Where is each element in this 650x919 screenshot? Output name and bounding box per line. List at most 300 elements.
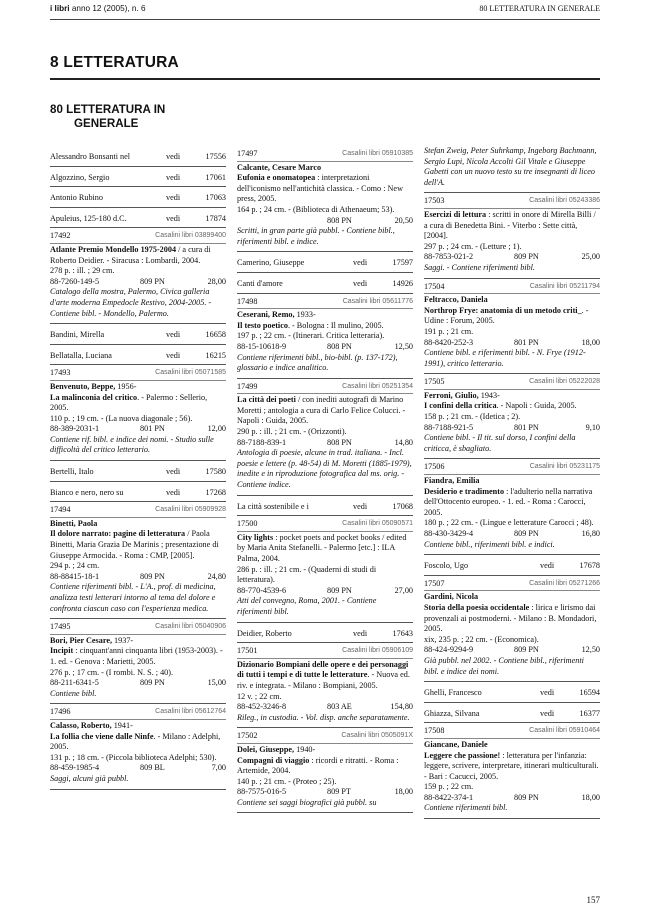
entry-title-rest: 1941- <box>111 720 133 730</box>
entry-source: Casalini libri 05231175 <box>529 463 600 471</box>
entry-header <box>237 149 413 162</box>
catalog-entry <box>50 502 226 619</box>
reference-vedi: vedi <box>540 688 555 698</box>
entry-number: 17496 <box>50 707 71 717</box>
cross-reference <box>237 252 413 273</box>
entry-note: Contiene bibl. e riferimenti bibl. - N. Frye (1912-1991), critico letterario. <box>424 348 586 368</box>
isbn-line <box>237 342 413 353</box>
isbn: 88-15-10618-9 <box>237 341 287 351</box>
entry-author: Ferroni, Giulio, <box>424 390 479 400</box>
reference-name: Canti d'amore <box>237 278 283 288</box>
entry-number: 17494 <box>50 505 71 515</box>
entry-author: Giancane, Daniele <box>424 739 488 749</box>
entry-title: Esercizi di lettura <box>424 209 487 219</box>
entry-note: Contiene bibl. <box>50 688 97 698</box>
entry-title-rest: 1956- <box>115 381 137 391</box>
catalog-entry <box>424 459 600 555</box>
catalog-entry <box>424 279 600 375</box>
reference-vedi: vedi <box>353 258 368 268</box>
entry-author: Feltracco, Daniela <box>424 295 488 305</box>
author-line <box>424 740 600 751</box>
entry-title-rest: : pocket poets and pocket books / edited by Maria Anita Stefanelli. - Palermo [etc.] : ILA Palma, 2004. <box>237 532 407 563</box>
classification: 803 AE <box>327 702 352 712</box>
entry-title: City lights <box>237 532 274 542</box>
entry-source: Casalini libri 05090571 <box>342 520 413 528</box>
isbn: 88-459-1985-4 <box>50 763 100 773</box>
journal-name: i libri <box>50 4 70 13</box>
title-line <box>424 751 600 783</box>
price: 27,00 <box>394 585 413 595</box>
entry-note: Rileg., in custodia. - Vol. disp. anche separatamente. <box>237 712 410 722</box>
entry-number: 17506 <box>424 462 445 472</box>
reference-number: 16215 <box>205 350 226 360</box>
isbn: 88-430-3429-4 <box>424 529 474 538</box>
isbn: 88-88415-18-1 <box>50 571 100 581</box>
isbn-line <box>50 763 226 774</box>
price: 18,00 <box>581 792 600 802</box>
title-line <box>237 533 413 565</box>
entry-number: 17500 <box>237 519 258 529</box>
entry-author: Dolei, Giuseppe, <box>237 744 295 754</box>
reference-number: 16377 <box>579 708 600 718</box>
classification: 809 PN <box>514 792 539 802</box>
reference-name: Camerino, Giuseppe <box>237 258 305 268</box>
isbn: 88-7188-839-1 <box>237 437 287 447</box>
title-line <box>237 395 413 427</box>
entry-source: Casalini libri 05040906 <box>155 623 226 631</box>
isbn: 88-7260-149-5 <box>50 276 100 286</box>
classification: 809 PN <box>514 252 539 262</box>
reference-vedi: vedi <box>166 172 181 182</box>
entry-header <box>50 368 226 381</box>
entry-author: Ceserani, Remo, <box>237 310 295 320</box>
entry-note: Contiene bibl., riferimenti bibl. e indici. <box>424 539 555 549</box>
reference-name: Ghiazza, Silvana <box>424 708 480 718</box>
reference-vedi: vedi <box>166 193 181 203</box>
catalog-entry <box>50 228 226 324</box>
entry-note: Saggi, alcuni già pubbl. <box>50 773 129 783</box>
entry-header <box>424 377 600 390</box>
reference-number: 17556 <box>205 152 226 161</box>
title-line <box>424 401 600 412</box>
entry-title-rest: / con inediti autografi di Marino Moretti ; antologia a cura di Carlo Felice Colucci. - Napoli : Guida, 2005. <box>237 395 406 426</box>
entry-header <box>424 282 600 295</box>
cross-reference <box>237 623 413 644</box>
entry-title-rest: 1940- <box>294 744 316 754</box>
title-line <box>50 646 226 667</box>
cross-reference <box>50 461 226 482</box>
reference-vedi: vedi <box>540 561 555 571</box>
entry-title: Desiderio e tradimento <box>424 486 505 496</box>
reference-number: 16594 <box>579 688 600 698</box>
entry-number: 17503 <box>424 196 445 206</box>
isbn: 88-8422-374-1 <box>424 792 474 802</box>
entry-number: 17498 <box>237 296 258 306</box>
entry-title-rest: : ricordi e ritratti. - Roma : Artemide, 2004. <box>237 755 399 776</box>
isbn-line <box>424 529 600 540</box>
price: 14,80 <box>394 437 413 447</box>
entry-description: 131 p. ; 18 cm. - (Piccola biblioteca Adelphi; 530). <box>50 752 217 762</box>
cross-reference <box>50 146 226 167</box>
entry-source: Casalini libri 05906109 <box>342 647 413 655</box>
entry-title-rest: 1933- <box>294 310 316 320</box>
author-line <box>424 592 600 603</box>
entry-author: Calasso, Roberto, <box>50 720 112 730</box>
header-rule <box>50 19 600 20</box>
reference-number: 17061 <box>205 172 226 182</box>
entry-note: Contiene riferimenti bibl. <box>424 803 508 813</box>
entry-description: xix, 235 p. ; 22 cm. - (Economica). <box>424 634 539 644</box>
entry-title: Dizionario Bompiani delle opere e dei personaggi di tutti i tempi e di tutte le letterature <box>237 659 409 680</box>
entry-number: 17499 <box>237 381 258 391</box>
entry-title-rest: : interpretazioni dell'iconismo nell'antichità classica. - Como : New press, 2005. <box>237 173 403 204</box>
isbn-line <box>424 338 600 349</box>
isbn: 88-424-9294-9 <box>424 645 474 655</box>
entry-title: Atlante Premio Mondello 1975-2004 <box>50 244 177 254</box>
entry-title: Incipit <box>50 646 74 656</box>
isbn: 88-770-4539-6 <box>237 585 287 595</box>
isbn-line <box>50 424 226 435</box>
catalog-entry <box>237 379 413 496</box>
isbn-line <box>424 252 600 263</box>
title-line <box>50 393 226 414</box>
entry-title-rest: . - Napoli : Guida, 2005. <box>496 401 577 411</box>
price: 18,00 <box>581 337 600 347</box>
title-line <box>424 603 600 635</box>
title-line <box>424 306 600 327</box>
entry-number: 17493 <box>50 368 71 378</box>
entry-note: Contiene riferimenti bibl. - L'A., prof. di medicina, analizza testi letterari intorno al tema del dolore e confronta ciascun caso con l'esperienza medica. <box>50 582 216 613</box>
isbn: 88-8420-252-3 <box>424 337 474 347</box>
isbn-line <box>237 216 413 227</box>
title-line <box>237 660 413 692</box>
classification: 809 PT <box>327 787 351 797</box>
price: 9,10 <box>585 422 600 432</box>
entry-header <box>237 646 413 659</box>
entry-source: Casalini libri 05071585 <box>155 369 226 377</box>
section-title-line-1: 80 LETTERATURA IN <box>50 103 166 116</box>
entry-title: Compagni di viaggio <box>237 755 310 765</box>
entry-source: Casalini libri 05271266 <box>529 579 600 587</box>
reference-vedi: vedi <box>353 628 368 638</box>
reference-name: Apuleius, 125-180 d.C. <box>50 213 127 223</box>
price: 16,80 <box>581 529 600 538</box>
author-line <box>424 476 600 487</box>
author-line <box>50 721 226 732</box>
entry-header <box>50 622 226 635</box>
entry-number: 17492 <box>50 231 71 241</box>
classification: 809 PN <box>140 678 165 688</box>
running-header <box>50 4 600 13</box>
entry-header <box>424 726 600 739</box>
cross-reference <box>50 187 226 208</box>
reference-number: 17068 <box>392 501 413 511</box>
title-line <box>424 210 600 242</box>
entry-continuation: Stefan Zweig, Peter Suhrkamp, Ingeborg Bachmann, Sergio Lupi, Nicola Accolti Gil Vitale e Giuseppe Gabetti con un nuovo testo su tre insegnanti di liceo dell'A. <box>424 146 600 193</box>
cross-reference <box>50 324 226 345</box>
reference-name: Antonio Rubino <box>50 193 103 203</box>
author-line <box>237 745 413 756</box>
entry-header <box>237 382 413 395</box>
entry-description: 286 p. : ill. ; 21 cm. - (Quaderni di studi di letteratura). <box>237 564 377 585</box>
reference-name: Alessandro Bonsanti nel <box>50 152 131 161</box>
journal-issue: anno 12 (2005), n. 6 <box>69 4 146 13</box>
entry-title: La città dei poeti <box>237 395 296 405</box>
entry-note: Contiene bibl. - Il tit. sul dorso, I confini della criticca, è sbagliato. <box>424 433 576 453</box>
author-line <box>50 519 226 530</box>
price: 15,00 <box>207 678 226 688</box>
entry-description: 290 p. : ill. ; 21 cm. - (Orizzonti). <box>237 427 347 437</box>
isbn-line <box>50 277 226 288</box>
entry-header <box>424 462 600 475</box>
entry-author: Binetti, Paola <box>50 518 98 528</box>
entry-header <box>50 231 226 244</box>
entry-title-rest: : letteratura per l'infanzia: leggere, scrivere, interpretare, itinerari multiculturali. - Bari : Cacucci, 2005. <box>424 750 599 781</box>
entry-number: 17504 <box>424 281 445 291</box>
entry-note: Contiene riferimenti bibl., bio-bibl. (p. 137-172), glossario e indice analitico. <box>237 352 398 373</box>
entry-title-rest: . - Udine : Forum, 2005. <box>424 305 589 326</box>
entry-note: Atti del convegno, Roma, 2001. - Contiene riferimenti bibl. <box>237 596 377 616</box>
entry-description: 158 p. ; 21 cm. - (Idetica ; 2). <box>424 412 521 422</box>
entry-title: Northrop Frye: anatomia di un metodo criti_ <box>424 305 582 315</box>
catalog-entry <box>237 643 413 728</box>
isbn <box>237 216 327 227</box>
isbn-line <box>424 793 600 804</box>
title-line <box>237 756 413 777</box>
entry-title: La follia che viene dalle Ninfe <box>50 731 154 741</box>
reference-vedi: vedi <box>166 330 181 340</box>
classification: 801 PN <box>514 422 539 432</box>
isbn: 88-211-6341-5 <box>50 678 99 688</box>
price: 20,50 <box>394 215 413 225</box>
classification: 808 PN <box>327 437 352 447</box>
title-line <box>50 245 226 266</box>
entry-description: 140 p. ; 21 cm. - (Proteo ; 25). <box>237 776 337 786</box>
catalog-entry <box>424 723 600 819</box>
reference-name: Bianco e nero, nero su <box>50 487 124 497</box>
column-2 <box>237 146 413 813</box>
entry-header <box>237 519 413 532</box>
entry-description: 294 p. ; 24 cm. <box>50 561 100 571</box>
reference-name: Deidier, Roberto <box>237 628 292 638</box>
entry-title-rest: . - Palermo : Sellerio, 2005. <box>50 392 208 413</box>
entry-title-rest: : cinquant'anni cinquanta libri (1953-2003). - 1. ed. - Genova : Marietti, 2005. <box>50 646 223 666</box>
catalog-entry <box>237 728 413 813</box>
column-3 <box>424 146 600 819</box>
author-line <box>424 295 600 306</box>
entry-title: La malinconia del critico <box>50 392 138 402</box>
entry-number: 17502 <box>237 731 258 741</box>
reference-number: 17643 <box>392 628 413 638</box>
reference-name: Bandini, Mirella <box>50 330 105 340</box>
reference-number: 17268 <box>205 487 226 497</box>
page-number: 157 <box>586 895 600 905</box>
entry-title: I confini della critica <box>424 401 497 411</box>
catalog-entry <box>50 704 226 789</box>
reference-vedi: vedi <box>166 213 181 223</box>
isbn: 88-7188-921-5 <box>424 422 474 432</box>
entry-title-rest: 1943- <box>478 390 500 400</box>
entry-author: Benvenuto, Beppe, <box>50 381 116 391</box>
title-line <box>424 487 600 519</box>
reference-number: 14926 <box>392 278 413 288</box>
entry-description: 191 p. ; 21 cm. <box>424 326 474 336</box>
section-title <box>50 103 165 130</box>
entry-source: Casalini libri 05910385 <box>342 150 413 157</box>
cross-reference <box>424 682 600 703</box>
entry-note: Antologia di poesie, alcune in trad. italiana. - Incl. poesie e lettere (p. 48-54) di M. Moretti (1885-1979), inedite e in riproduzione fotografica dal ms. orig. - Contiene indice. <box>237 448 412 490</box>
price: 12,00 <box>207 424 226 434</box>
entry-source: Casalini libri 05611776 <box>342 297 413 305</box>
classification: 809 BL <box>140 763 165 773</box>
entry-header <box>424 196 600 209</box>
entry-description: 164 p. ; 24 cm. - (Biblioteca di Athenaeum; 53). <box>237 204 395 214</box>
price: 18,00 <box>394 787 413 797</box>
entry-source: Casalini libri 05909928 <box>155 506 226 514</box>
entry-note: Saggi. - Contiene riferimenti bibl. <box>424 262 535 272</box>
classification: 809 PN <box>514 529 539 538</box>
reference-vedi: vedi <box>166 350 181 360</box>
entry-source: Casalini libri 0505091X <box>341 732 413 740</box>
entry-number: 17495 <box>50 622 71 632</box>
classification: 809 PN <box>140 276 165 286</box>
reference-number: 17597 <box>392 258 413 268</box>
cross-reference <box>50 482 226 503</box>
catalog-entry <box>237 294 413 379</box>
classification: 801 PN <box>140 424 165 434</box>
classification: 808 PN <box>327 341 352 351</box>
entry-author: Gardini, Nicola <box>424 592 479 602</box>
chapter-rule <box>50 78 600 80</box>
classification: 809 PN <box>514 645 539 655</box>
classification: 801 PN <box>514 337 539 347</box>
author-line <box>50 382 226 393</box>
entry-description: 159 p. ; 22 cm. <box>424 782 474 792</box>
entry-source: Casalini libri 05243386 <box>529 197 600 205</box>
reference-name: Algozzino, Sergio <box>50 172 110 182</box>
price: 12,50 <box>394 341 413 351</box>
isbn-line <box>237 438 413 449</box>
header-section: 80 LETTERATURA IN GENERALE <box>479 4 600 13</box>
price: 12,50 <box>581 645 600 655</box>
author-line <box>237 310 413 321</box>
entry-number: 17507 <box>424 578 445 588</box>
reference-name: La città sostenibile e i <box>237 501 309 511</box>
cross-reference <box>50 208 226 229</box>
classification: 808 PN <box>327 215 352 225</box>
entry-title-rest: 1937- <box>112 635 134 645</box>
entry-source: Casalini libri 03899400 <box>155 232 226 240</box>
cross-reference <box>50 167 226 188</box>
entry-description: 197 p. ; 22 cm. - (Itinerari. Critica letteraria). <box>237 331 385 341</box>
entry-description: 278 p. : ill. ; 29 cm. <box>50 266 115 276</box>
entry-description: 276 p. ; 17 cm. - (I rombi. N. S. ; 40). <box>50 667 174 677</box>
catalog-entry <box>50 619 226 704</box>
isbn-line <box>424 423 600 434</box>
entry-number: 17508 <box>424 726 445 736</box>
isbn-line <box>237 586 413 597</box>
entry-source: Casalini libri 05211794 <box>529 282 600 290</box>
entry-number: 17505 <box>424 377 445 387</box>
entry-description: 180 p. ; 22 cm. - (Lingue e letterature Carocci ; 48). <box>424 518 594 528</box>
entry-header <box>50 505 226 518</box>
isbn: 88-7575-016-5 <box>237 787 287 797</box>
entry-note: Contiene rif. bibl. e indice dei nomi. - Studio sulle difficoltà del critico letterario. <box>50 434 214 455</box>
reference-number: 16658 <box>205 330 226 340</box>
header-left <box>50 4 146 13</box>
author-line <box>424 391 600 402</box>
reference-vedi: vedi <box>166 152 181 161</box>
entry-source: Casalini libri 05612764 <box>155 708 226 716</box>
entry-header <box>237 297 413 310</box>
reference-vedi: vedi <box>353 501 368 511</box>
reference-number: 17063 <box>205 193 226 203</box>
entry-source: Casalini libri 05222028 <box>529 378 600 386</box>
entry-description: 12 v. ; 22 cm. <box>237 691 282 701</box>
isbn-line <box>50 572 226 583</box>
reference-name: Ghelli, Francesco <box>424 688 482 698</box>
isbn: 88-452-3246-8 <box>237 702 287 712</box>
author-line <box>237 163 413 174</box>
reference-name: Bellatalla, Luciana <box>50 350 112 360</box>
entry-title: Il testo poetico <box>237 320 288 330</box>
price: 7,00 <box>211 763 226 773</box>
entry-description: 297 p. ; 24 cm. - (Letture ; 1). <box>424 241 522 251</box>
entry-source: Casalini libri 05910464 <box>529 727 600 735</box>
reference-vedi: vedi <box>166 467 181 477</box>
column-1 <box>50 146 226 790</box>
section-title-line-2: GENERALE <box>74 116 139 130</box>
isbn: 88-389-2031-1 <box>50 424 100 434</box>
reference-number: 17580 <box>205 467 226 477</box>
entry-header <box>50 707 226 720</box>
entry-title-rest: / Paola Binetti, Maria Grazia De Marinis ; presentazione di Giuseppe Armocida. - Roma : CMP, [2005]. <box>50 529 219 560</box>
entry-description: 110 p. ; 19 cm. - (La nuova diagonale ; 56). <box>50 413 193 423</box>
entry-note: Già pubbl. nel 2002. - Contiene bibl., riferimenti bibl. e indice dei nomi. <box>424 655 584 676</box>
isbn-line <box>424 645 600 656</box>
cross-reference <box>424 703 600 724</box>
entry-note: Scritti, in gran parte già pubbl. - Contiene bibl., riferimenti bibl. e indice. <box>237 226 395 246</box>
entry-title-rest: . - Bologna : Il mulino, 2005. <box>287 320 384 330</box>
author-line <box>50 636 226 647</box>
entry-title: Storia della poesia occidentale <box>424 602 530 612</box>
cross-reference <box>424 555 600 576</box>
price: 25,00 <box>581 252 600 262</box>
title-line <box>50 529 226 561</box>
title-line <box>50 732 226 753</box>
entry-source: Casalini libri 05251354 <box>342 382 413 390</box>
entry-title-rest: : l'adulterio nella narrativa dell'Ottocento europeo. - 1. ed. - Roma : Carocci, 2005. <box>424 486 593 517</box>
entry-note: Contiene sei saggi biografici già pubbl. su <box>237 797 377 807</box>
cross-reference <box>50 345 226 366</box>
classification: 809 PN <box>327 585 352 595</box>
entry-author: Calcante, Cesare Marco <box>237 162 322 172</box>
entry-title-rest: : scritti in onore di Mirella Billi / a cura di Benedetta Bini. - Viterbo : Sette città, [2004]. <box>424 209 596 241</box>
entry-title: Il dolore narrato: pagine di letteratura <box>50 529 186 539</box>
reference-number: 17874 <box>205 213 226 223</box>
isbn: 88-7853-021-2 <box>424 252 474 262</box>
entry-title-rest: . - Nuova ed. riv. e integrata. - Milano : Bompiani, 2005. <box>237 670 410 690</box>
catalog-entry <box>237 516 413 622</box>
entry-header <box>424 579 600 592</box>
cross-reference <box>237 496 413 517</box>
entry-number: 17497 <box>237 149 258 158</box>
entry-author: Bori, Pier Cesare, <box>50 635 112 645</box>
isbn-line <box>237 702 413 713</box>
entry-note: Catalogo della mostra, Palermo, Civica galleria d'arte moderna Empedocle Restivo, 2004-2005. - Contiene bibl. - Mondello, Palermo. <box>50 287 212 318</box>
entry-title-rest: . - Milano : Adelphi, 2005. <box>50 731 221 752</box>
price: 154,80 <box>390 702 413 712</box>
